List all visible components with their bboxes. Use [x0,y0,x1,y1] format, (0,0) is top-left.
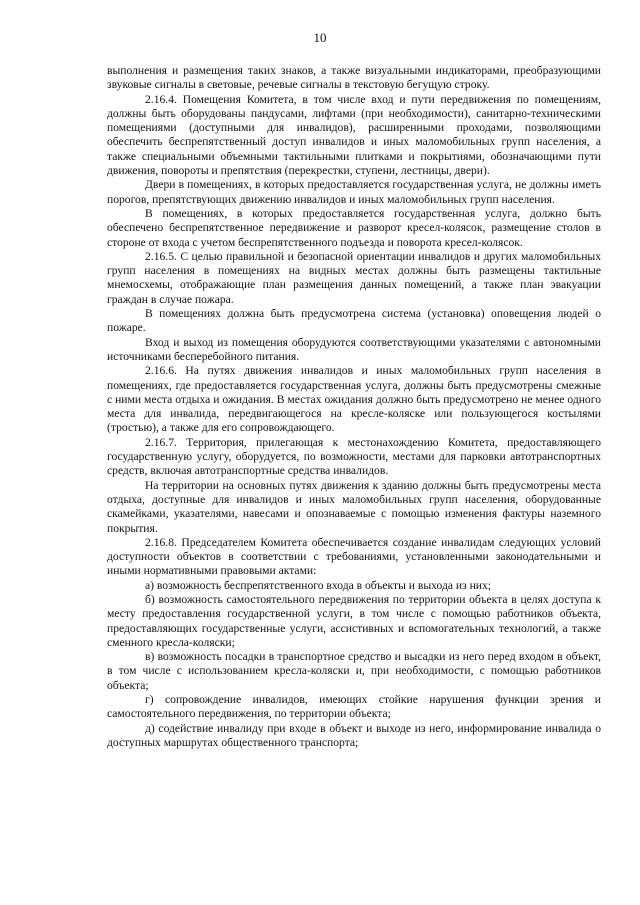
list-item-g: г) сопровождение инвалидов, имеющих стойкие нарушения функции зрения и самостоятельного передвижения, по территории объекта; [107,693,601,721]
body-text [107,64,601,750]
paragraph-2-16-5: 2.16.5. С целью правильной и безопасной ориентации инвалидов и других маломобильных групп населения в помещениях на видных местах должны быть размещены тактильные мнемосхемы, отображающие план размещения данных помещений, а также план эвакуации граждан в случае пожара. [107,249,601,306]
paragraph-2-16-4: 2.16.4. Помещения Комитета, в том числе вход и пути передвижения по помещениям, должны быть оборудованы пандусами, лифтами (при необходимости), санитарно-техническими помещениями (доступными для инвалидов), расширенными проходами, позволяющими обеспечить беспрепятственный доступ инвалидов и иных маломобильных групп населения, а также специальными объемными тактильными плитками и покрытиями, обозначающими пути движения, повороты и препятствия (перекрестки, ступени, лестницы, двери). [107,92,601,178]
paragraph-fire-alarm: В помещениях должна быть предусмотрена система (установка) оповещения людей о пожаре. [107,307,601,335]
list-item-a: а) возможность беспрепятственного входа в объекты и выхода из них; [145,578,492,592]
paragraph-rest-areas: На территории на основных путях движения к зданию должны быть предусмотрены места отдыха, доступные для инвалидов и иных маломобильных групп населения, оборудованные скамейками, указателями, навесами и опознаваемые с помощью изменения фактуры наземного покрытия. [107,478,601,535]
paragraph-2-16-6: 2.16.6. На путях движения инвалидов и иных маломобильных групп населения в помещениях, где предоставляется государственная услуга, должны быть предусмотрены смежные с ними места отдыха и ожидания. В местах ожидания должно быть предусмотрено не менее одного места для инвалида, передвигающегося на кресле-коляске или пользующегося костылями (тростью), а также для его сопровождающего. [107,364,601,435]
list-item-d: д) содействие инвалиду при входе в объект и выходе из него, информирование инвалида о доступных маршрутах общественного транспорта; [107,721,601,749]
paragraph-continuation: выполнения и размещения таких знаков, а также визуальными индикаторами, преобразующими звуковые сигналы в световые, речевые сигналы в текстовую бегущую строку. [107,64,601,92]
paragraph-doors: Двери в помещениях, в которых предоставляется государственная услуга, не должны иметь порогов, препятствующих движению инвалидов и иных маломобильных групп населения. [107,178,601,206]
page-number: 10 [313,30,327,45]
paragraph-2-16-8: 2.16.8. Председателем Комитета обеспечивается создание инвалидам следующих условий доступности объектов в соответствии с требованиями, установленными законодательными и иными нормативными правовыми актами: [107,535,601,578]
paragraph-2-16-7: 2.16.7. Территория, прилегающая к местонахождению Комитета, предоставляющего государственную услугу, оборудуется, по возможности, местами для парковки автотранспортных средств, включая автотранспортные средства инвалидов. [107,435,601,478]
paragraph-wheelchair-movement: В помещениях, в которых предоставляется государственная услуга, должно быть обеспечено беспрепятственное передвижение и разворот кресел-колясок, размещение столов в стороне от входа с учетом беспрепятственного подъезда и поворота кресел-колясок. [107,206,601,249]
paragraph-entrance-signs: Вход и выход из помещения оборудуются соответствующими указателями с автономными источниками бесперебойного питания. [107,335,601,363]
list-item-v: в) возможность посадки в транспортное средство и высадки из него перед входом в объект, в том числе с использованием кресла-коляски и, при необходимости, с помощью работников объекта; [107,650,601,692]
list-item-b: б) возможность самостоятельного передвижения по территории объекта в целях доступа к месту предоставления государственной услуги, в том числе с помощью работников объекта, предоставляющих государственные услуги, ассистивных и вспомогательных технологий, а также сменного кресла-коляски; [107,592,601,649]
